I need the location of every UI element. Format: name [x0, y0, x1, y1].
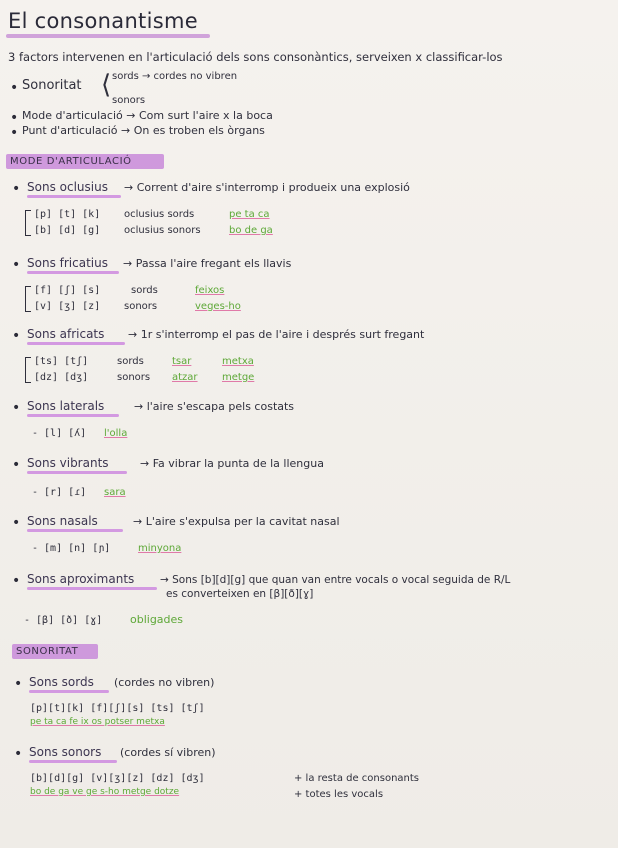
fricatius-sonors-type: sonors [124, 301, 158, 312]
africats-sonors-example-1: atzar [172, 372, 198, 383]
heading-laterals: Sons laterals [27, 399, 105, 413]
heading-underline [29, 760, 117, 763]
bullet: • [10, 125, 19, 141]
heading-underline [27, 587, 157, 590]
laterals-example: l'olla [104, 428, 128, 439]
heading-underline [27, 195, 121, 198]
aproximants-ipa: - [β] [ð] [ɣ] [24, 615, 103, 626]
desc-aproximants-1: → Sons [b][d][g] que quan van entre vocals o vocal seguida de R/L [160, 574, 511, 586]
bracket [25, 210, 31, 236]
bullet: • [12, 573, 21, 589]
africats-sords-example-1: tsar [172, 356, 192, 367]
oclusius-sords-ipa: [p] [t] [k] [34, 209, 101, 220]
fricatius-sonors-ipa: [v] [ʒ] [z] [34, 301, 101, 312]
title-underline [6, 34, 210, 38]
sords-ipa: [p][t][k] [f][ʃ][s] [ts] [tʃ] [30, 703, 205, 714]
desc-sons-sonors: (cordes sí vibren) [120, 746, 216, 759]
desc-fricatius: → Passa l'aire fregant els llavis [123, 257, 292, 270]
bullet: • [14, 676, 23, 692]
sonoritat-sonors: sonors [112, 95, 146, 106]
heading-nasals: Sons nasals [27, 514, 98, 528]
bracket [25, 286, 31, 312]
nasals-example: minyona [138, 543, 182, 554]
heading-underline [27, 414, 119, 417]
bullet: • [12, 515, 21, 531]
africats-sonors-example-2: metge [222, 372, 255, 383]
vibrants-ipa: - [r] [ɾ] [32, 487, 87, 498]
desc-africats: → 1r s'interromp el pas de l'aire i després surt fregant [128, 328, 425, 341]
sonors-note-2: + totes les vocals [294, 789, 384, 800]
desc-nasals: → L'aire s'expulsa per la cavitat nasal [133, 515, 340, 528]
bullet: • [12, 457, 21, 473]
intro-text: 3 factors intervenen en l'articulació dels sons consonàntics, serveixen x classificar-los [8, 50, 503, 64]
brace: ⟨ [101, 70, 112, 100]
section-sonoritat: SONORITAT [16, 646, 79, 657]
vibrants-example: sara [104, 487, 126, 498]
page-title: El consonantisme [8, 9, 198, 33]
heading-underline [27, 471, 127, 474]
sonors-ipa: [b][d][g] [v][ʒ][z] [dz] [dʒ] [30, 773, 205, 784]
desc-vibrants: → Fa vibrar la punta de la llengua [140, 457, 324, 470]
heading-sons-sords: Sons sords [29, 675, 94, 689]
bullet: • [12, 400, 21, 416]
oclusius-sonors-type: oclusius sonors [124, 225, 201, 236]
desc-laterals: → l'aire s'escapa pels costats [134, 400, 295, 413]
heading-sons-sonors: Sons sonors [29, 745, 102, 759]
fricatius-sords-ipa: [f] [ʃ] [s] [34, 285, 101, 296]
aproximants-example: obligades [130, 613, 184, 626]
laterals-ipa: - [l] [ʎ] [32, 428, 87, 439]
factor-punt: Punt d'articulació → On es troben els òrgans [22, 124, 265, 137]
desc-aproximants-2: es converteixen en [β][ð][ɣ] [166, 588, 314, 600]
desc-sons-sords: (cordes no vibren) [114, 676, 215, 689]
bullet: • [14, 746, 23, 762]
heading-vibrants: Sons vibrants [27, 456, 109, 470]
sonors-examples: bo de ga ve ge s-ho metge dotze [30, 787, 180, 797]
nasals-ipa: - [m] [n] [ɲ] [32, 543, 111, 554]
sonoritat-sords: sords → cordes no vibren [112, 71, 238, 82]
heading-underline [27, 342, 125, 345]
africats-sonors-type: sonors [117, 372, 151, 383]
heading-oclusius: Sons oclusius [27, 180, 108, 194]
factor-mode: Mode d'articulació → Com surt l'aire x la boca [22, 109, 273, 122]
bullet: • [10, 80, 19, 96]
sonoritat-label: Sonoritat [22, 78, 82, 93]
heading-underline [27, 271, 119, 274]
fricatius-sords-type: sords [131, 285, 158, 296]
africats-sords-type: sords [117, 356, 144, 367]
fricatius-sonors-example: veges-ho [195, 301, 241, 312]
heading-africats: Sons africats [27, 327, 105, 341]
oclusius-sonors-ipa: [b] [d] [g] [34, 225, 101, 236]
oclusius-sonors-example: bo de ga [229, 225, 273, 236]
heading-underline [29, 690, 109, 693]
desc-oclusius: → Corrent d'aire s'interromp i produeix una explosió [124, 181, 410, 194]
africats-sords-ipa: [ts] [tʃ] [34, 356, 89, 367]
bullet: • [12, 257, 21, 273]
africats-sonors-ipa: [dz] [dʒ] [34, 372, 89, 383]
bullet: • [12, 328, 21, 344]
heading-fricatius: Sons fricatius [27, 256, 108, 270]
oclusius-sords-example: pe ta ca [229, 209, 270, 220]
fricatius-sords-example: feixos [195, 285, 225, 296]
sords-examples: pe ta ca fe ix os potser metxa [30, 717, 165, 727]
heading-aproximants: Sons aproximants [27, 572, 135, 586]
sonors-note-1: + la resta de consonants [294, 773, 420, 784]
section-mode-articulacio: MODE D'ARTICULACIÓ [10, 156, 132, 167]
heading-underline [27, 529, 123, 532]
oclusius-sords-type: oclusius sords [124, 209, 195, 220]
bullet: • [12, 181, 21, 197]
africats-sords-example-2: metxa [222, 356, 254, 367]
bracket [25, 357, 31, 383]
bullet: • [10, 110, 19, 126]
